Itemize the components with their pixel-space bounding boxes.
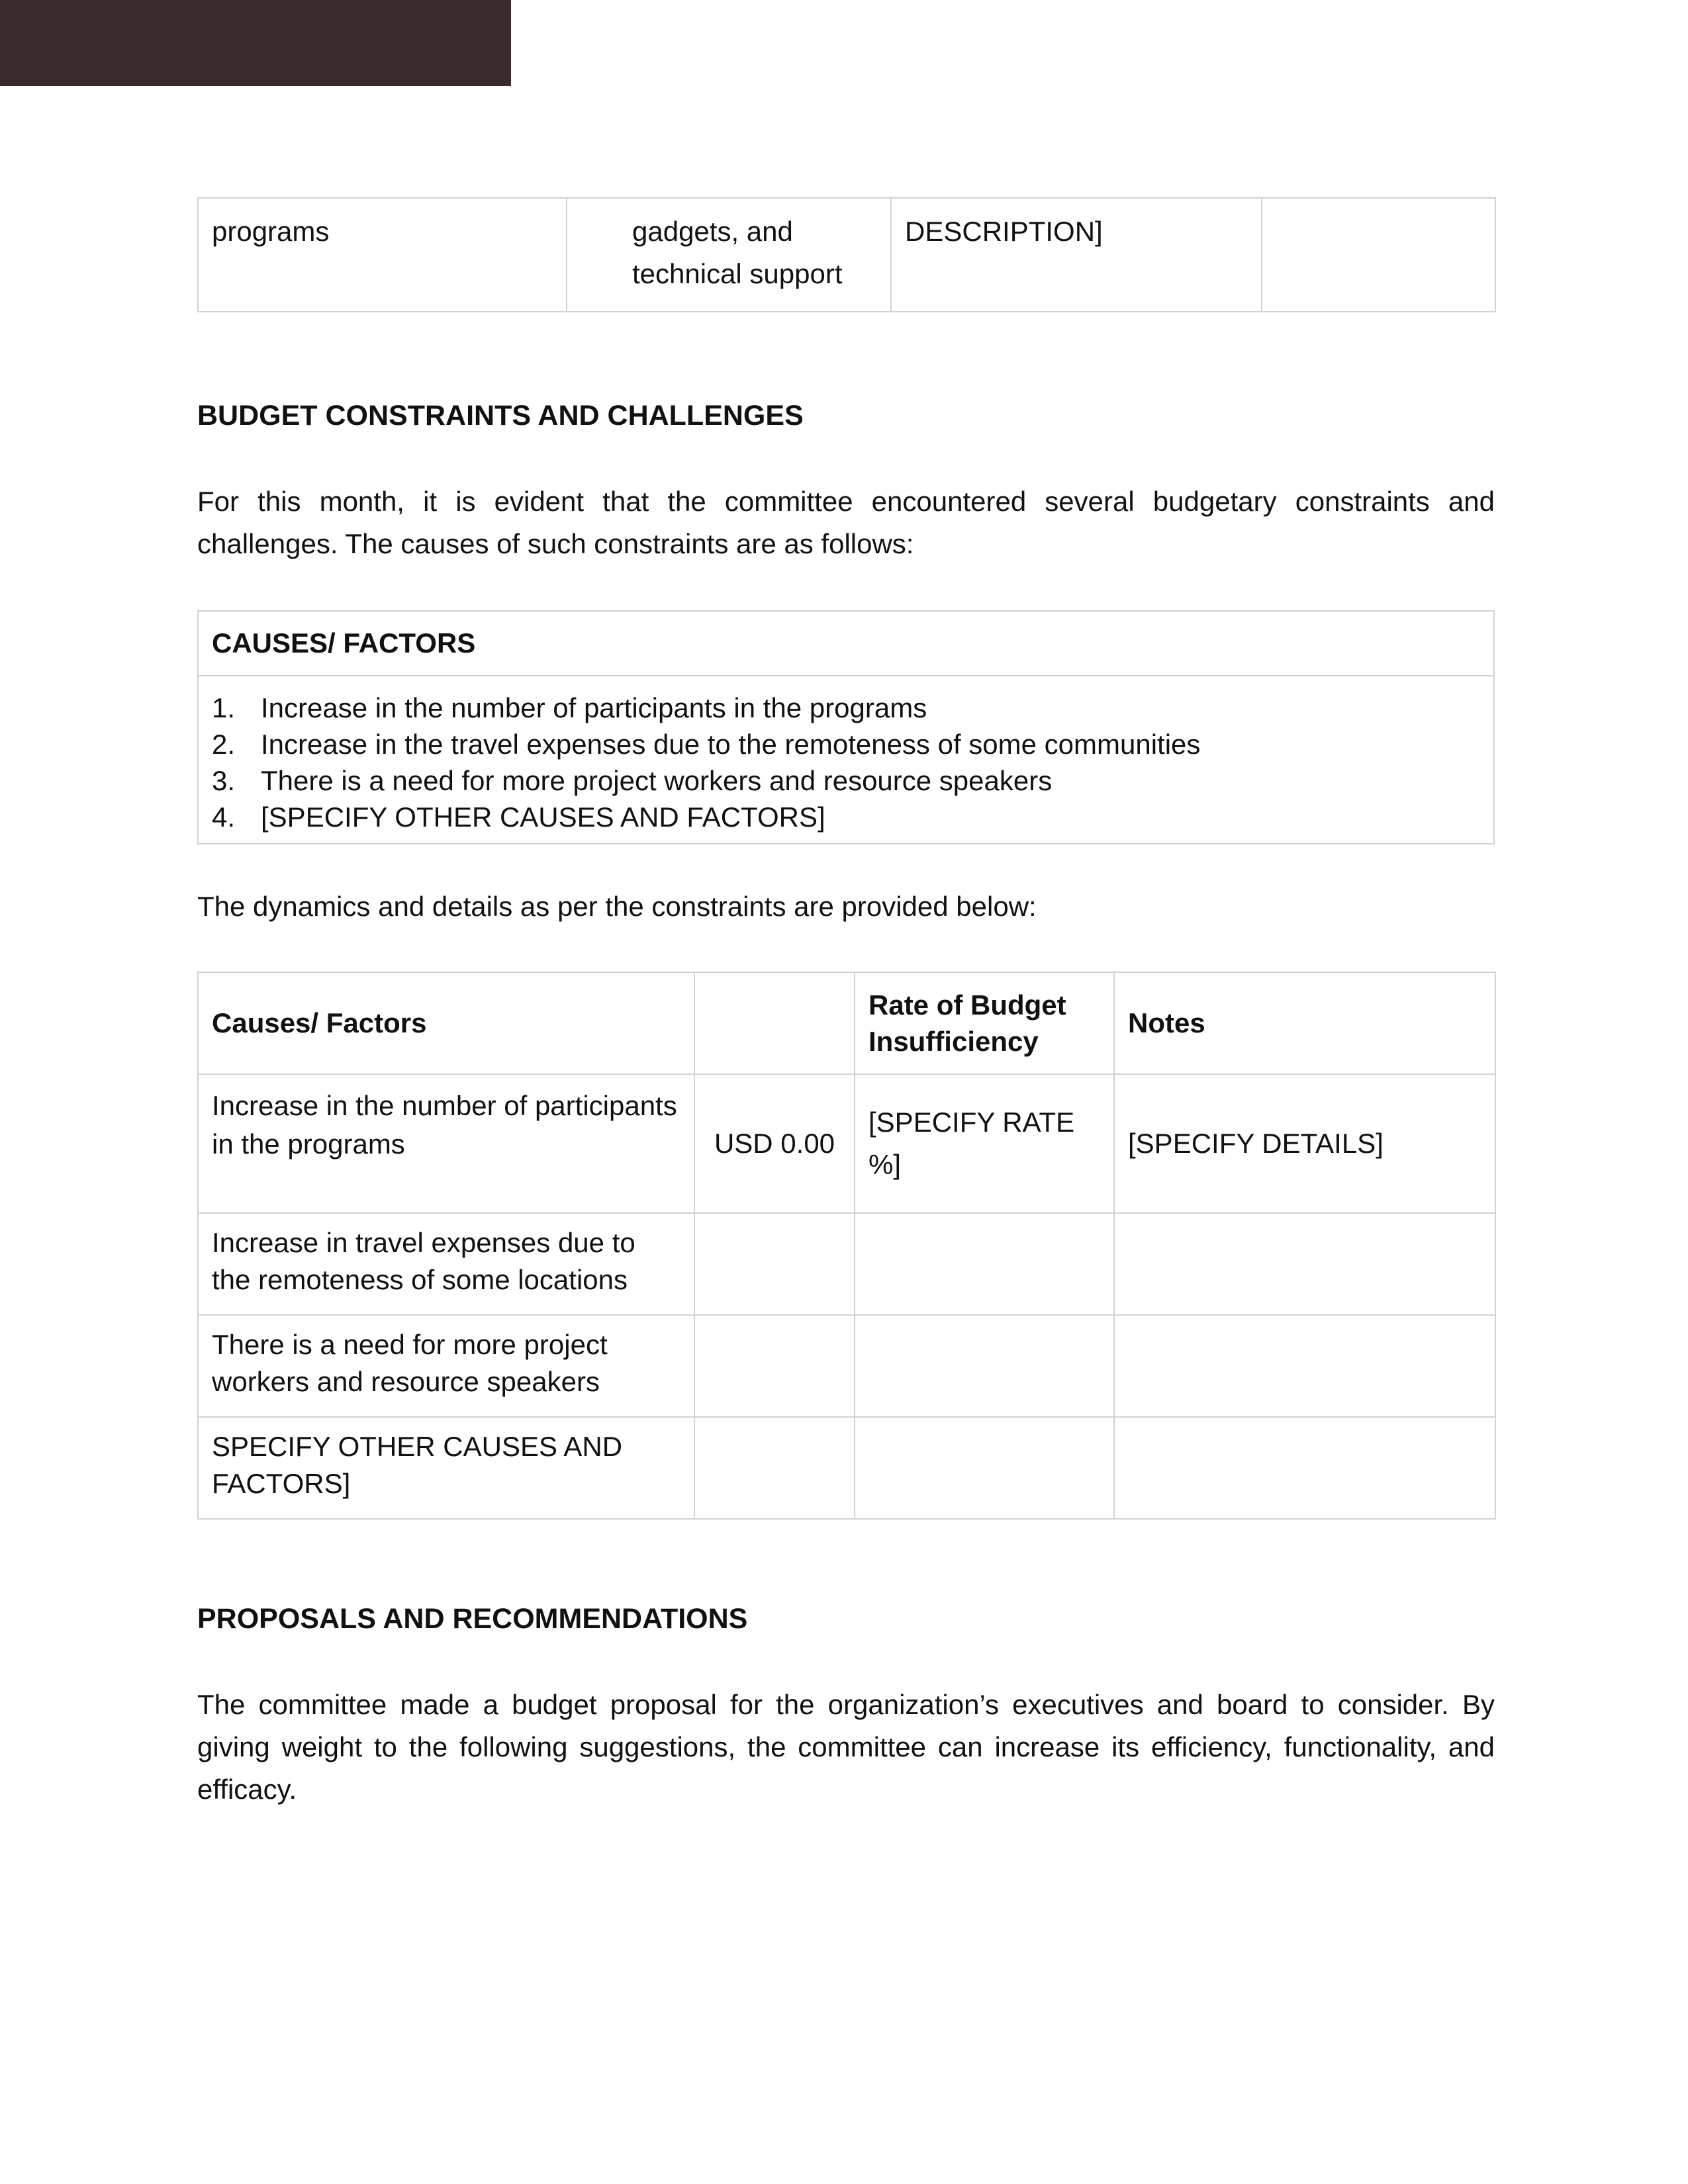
table-cell: programs xyxy=(198,198,567,312)
table-row xyxy=(198,1074,1495,1213)
causes-list xyxy=(212,690,1480,835)
column-header: Causes/ Factors xyxy=(198,972,694,1074)
list-item: 3. There is a need for more project workers and resource speakers xyxy=(212,765,1053,796)
table-cell: [SPECIFY RATE %] xyxy=(855,1074,1114,1213)
section-heading-budget-constraints: BUDGET CONSTRAINTS AND CHALLENGES xyxy=(197,400,804,432)
details-table xyxy=(197,972,1496,1520)
causes-header: CAUSES/ FACTORS xyxy=(198,611,1494,676)
proposals-paragraph: The committee made a budget proposal for the organization’s executives and board to consider. By giving weight to the following suggestions, the committee can increase its efficiency, functionality, and efficacy. xyxy=(197,1689,1495,1805)
dynamics-intro: The dynamics and details as per the constraints are provided below: xyxy=(197,891,1037,922)
table-cell: There is a need for more project workers and resource speakers xyxy=(198,1315,694,1417)
intro-paragraph: For this month, it is evident that the committee encountered several budgetary constraints and challenges. The causes of such constraints are as follows: xyxy=(197,486,1495,559)
column-header xyxy=(694,972,855,1074)
table-cell: DESCRIPTION] xyxy=(891,198,1262,312)
table-cell xyxy=(1262,198,1495,312)
causes-table xyxy=(197,610,1495,844)
list-item: 2. Increase in the travel expenses due to the remoteness of some communities xyxy=(212,729,1201,760)
table-row xyxy=(198,1315,1495,1417)
table-cell: USD 0.00 xyxy=(694,1074,855,1213)
table-cell: gadgets, and technical support xyxy=(567,198,891,312)
table-cell xyxy=(855,1417,1114,1519)
table-cell xyxy=(1114,1213,1495,1315)
table-cell: Increase in travel expenses due to the remoteness of some locations xyxy=(198,1213,694,1315)
table-cell: [SPECIFY DETAILS] xyxy=(1114,1074,1495,1213)
table-row xyxy=(198,198,1495,312)
table-cell xyxy=(855,1213,1114,1315)
table-cell xyxy=(694,1213,855,1315)
header-band xyxy=(0,0,511,86)
column-header: Notes xyxy=(1114,972,1495,1074)
list-item: 1. Increase in the number of participants in the programs xyxy=(212,692,927,723)
section-heading-proposals: PROPOSALS AND RECOMMENDATIONS xyxy=(197,1603,748,1635)
continued-table xyxy=(197,197,1496,312)
table-cell xyxy=(1114,1417,1495,1519)
document-body xyxy=(197,197,1495,1811)
list-item: 4. [SPECIFY OTHER CAUSES AND FACTORS] xyxy=(212,801,825,833)
table-row xyxy=(198,1213,1495,1315)
table-row xyxy=(198,676,1494,844)
table-cell: Increase in the number of participants in the programs xyxy=(198,1074,694,1213)
table-cell: SPECIFY OTHER CAUSES AND FACTORS] xyxy=(198,1417,694,1519)
table-row xyxy=(198,611,1494,676)
table-cell xyxy=(694,1315,855,1417)
table-cell xyxy=(855,1315,1114,1417)
table-row xyxy=(198,1417,1495,1519)
column-header: Rate of Budget Insufficiency xyxy=(855,972,1114,1074)
table-cell xyxy=(1114,1315,1495,1417)
table-cell xyxy=(694,1417,855,1519)
table-row xyxy=(198,972,1495,1074)
